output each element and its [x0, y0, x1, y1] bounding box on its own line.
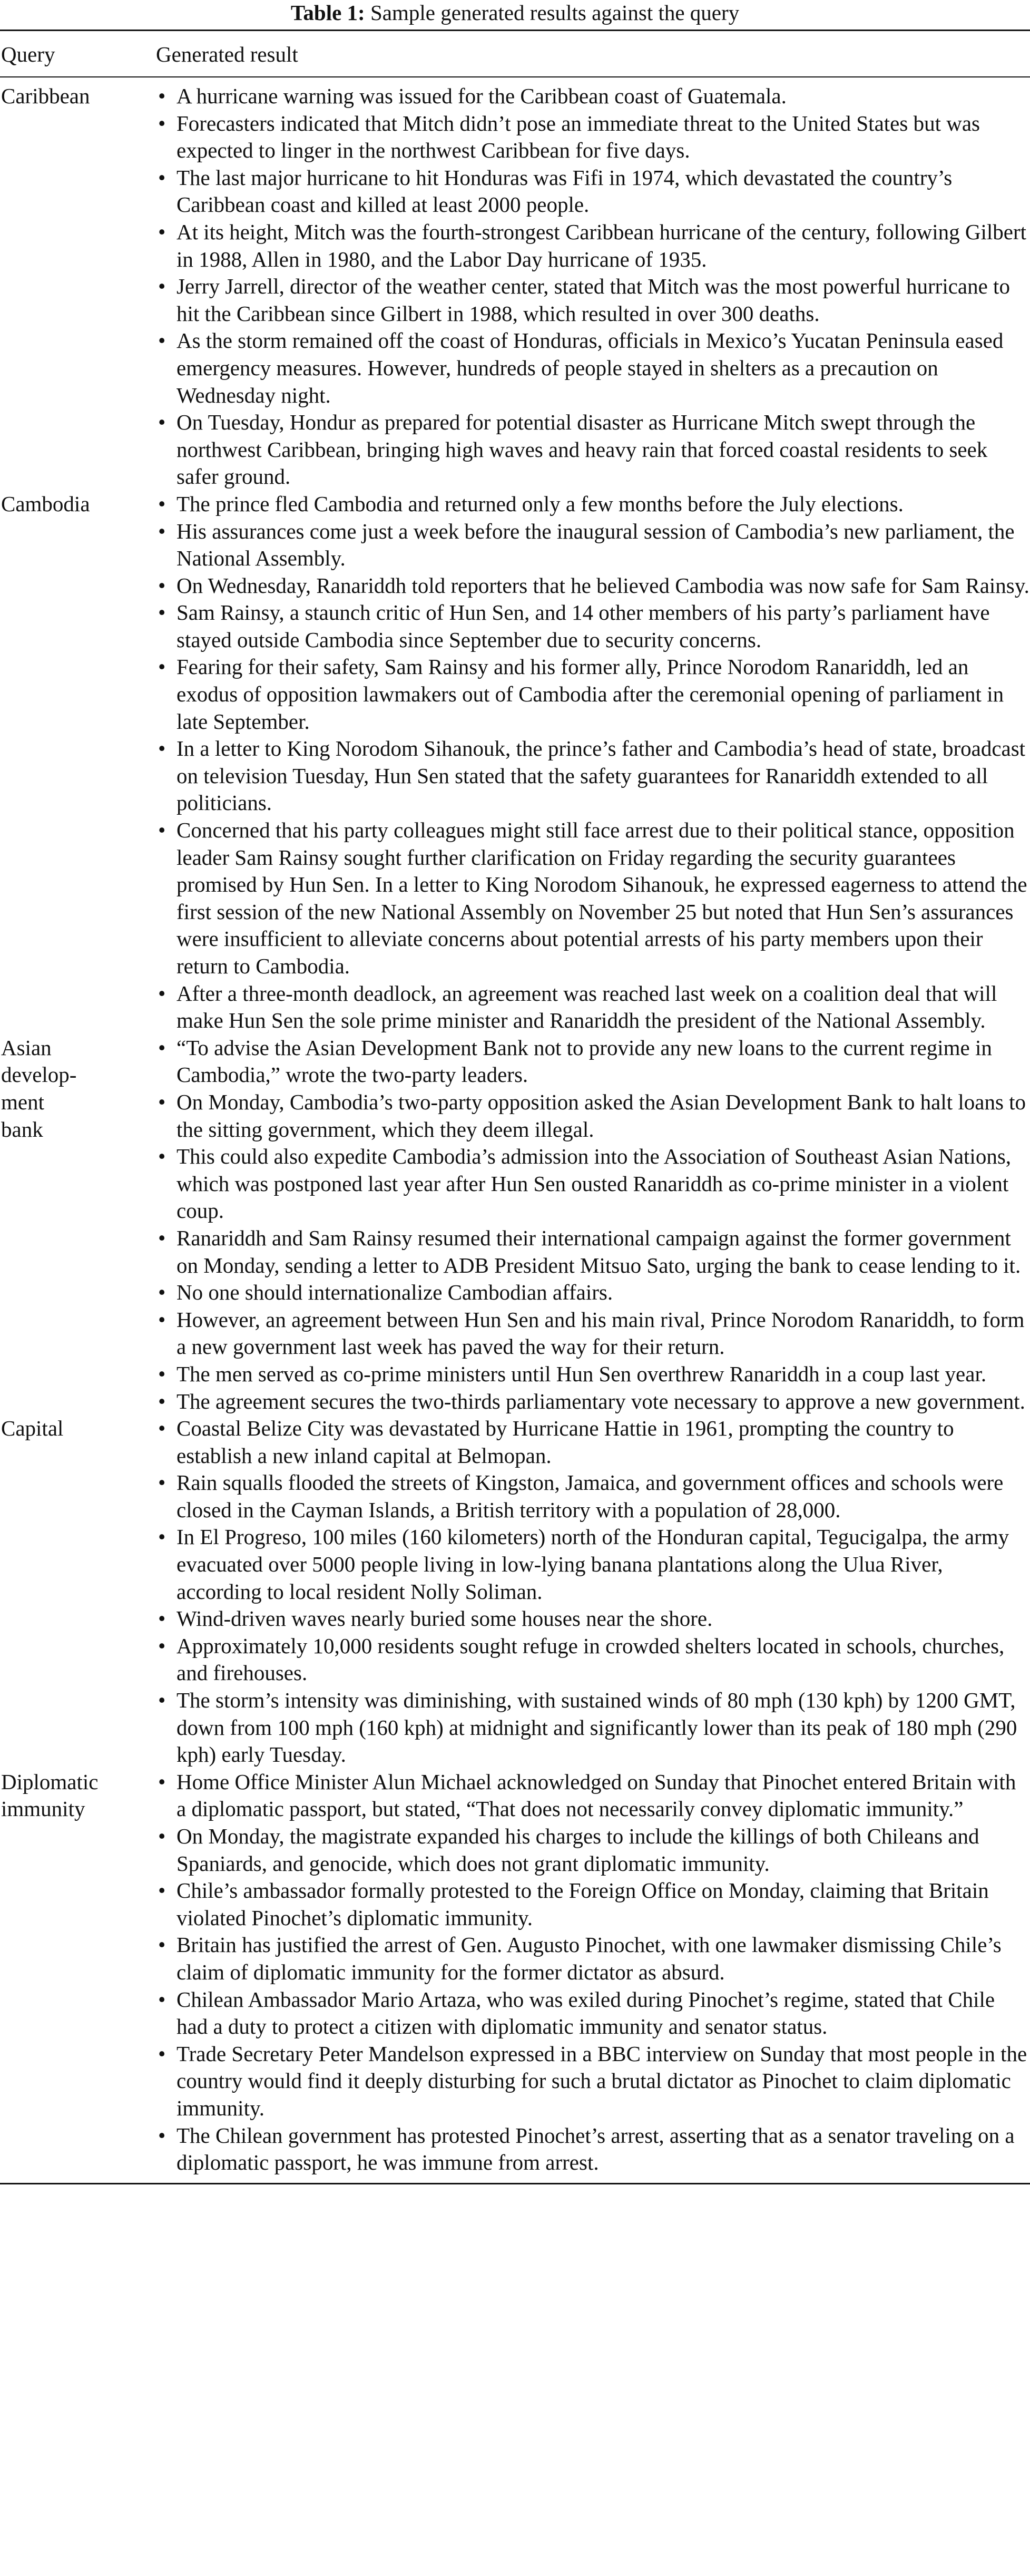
result-list	[156, 1415, 1030, 1769]
query-cell: Caribbean	[1, 84, 90, 108]
list-item: • The men served as co-prime ministers until Hun Sen overthrew Ranariddh in a coup last year.	[156, 1361, 1030, 1388]
query-cell: Cambodia	[1, 491, 90, 516]
list-item: • The storm’s intensity was diminishing, with sustained winds of 80 mph (130 kph) by 1200 GMT, down from 100 mph (160 kph) at midnight and significantly lower than its peak of 180 mph (290 kph) early Tuesday.	[156, 1687, 1030, 1769]
query-cell	[0, 1035, 156, 1415]
list-item: • The prince fled Cambodia and returned only a few months before the July elections.	[156, 491, 1030, 518]
list-item: • In a letter to King Norodom Sihanouk, the prince’s father and Cambodia’s head of state, broadcast on television Tuesday, Hun Sen stated that the safety guarantees for Ranariddh extended to all politicians.	[156, 735, 1030, 817]
table-body	[0, 77, 1030, 2177]
table-bottom-rule	[0, 2183, 1030, 2184]
list-item: • “To advise the Asian Development Bank not to provide any new loans to the current regime in Cambodia,” wrote the two-party leaders.	[156, 1035, 1030, 1089]
table-header-row	[0, 31, 1030, 76]
list-item: • No one should internationalize Cambodian affairs.	[156, 1279, 1030, 1306]
list-item: • The Chilean government has protested Pinochet’s arrest, asserting that as a senator traveling on a diplomatic passport, he was immune from arrest.	[156, 2122, 1030, 2177]
table-row	[0, 491, 1030, 1035]
table-row	[0, 1769, 1030, 2177]
list-item: • Coastal Belize City was devastated by Hurricane Hattie in 1961, prompting the country to establish a new inland capital at Belmopan.	[156, 1415, 1030, 1469]
table-caption-label: Table 1:	[290, 1, 365, 25]
list-item: • After a three-month deadlock, an agreement was reached last week on a coalition deal that will make Hun Sen the sole prime minister and Ranariddh the president of the National Assembly.	[156, 980, 1030, 1035]
result-cell	[156, 1769, 1030, 2177]
query-cell: Capital	[1, 1416, 64, 1441]
result-cell	[156, 491, 1030, 1035]
list-item: • Forecasters indicated that Mitch didn’t pose an immediate threat to the United States but was expected to linger in the northwest Caribbean for five days.	[156, 110, 1030, 164]
list-item: • On Tuesday, Hondur as prepared for potential disaster as Hurricane Mitch swept through the northwest Caribbean, bringing high waves and heavy rain that forced coastal residents to seek safer ground.	[156, 409, 1030, 491]
list-item: • Fearing for their safety, Sam Rainsy and his former ally, Prince Norodom Ranariddh, led an exodus of opposition lawmakers out of Cambodia after the ceremonial opening of parliament in late September.	[156, 653, 1030, 735]
table-caption	[0, 0, 1030, 30]
result-list	[156, 1769, 1030, 2177]
list-item: • At its height, Mitch was the fourth-strongest Caribbean hurricane of the century, following Gilbert in 1988, Allen in 1980, and the Labor Day hurricane of 1935.	[156, 219, 1030, 273]
list-item: • In El Progreso, 100 miles (160 kilometers) north of the Honduran capital, Tegucigalpa, the army evacuated over 5000 people living in low-lying banana plantations along the Ulua River, according to local resident Nolly Soliman.	[156, 1524, 1030, 1605]
table-row	[0, 1035, 1030, 1415]
result-cell	[156, 1415, 1030, 1769]
list-item: • Wind-driven waves nearly buried some houses near the shore.	[156, 1605, 1030, 1633]
list-item: • Jerry Jarrell, director of the weather center, stated that Mitch was the most powerful hurricane to hit the Caribbean since Gilbert in 1988, which resulted in over 300 deaths.	[156, 273, 1030, 327]
list-item: • Chilean Ambassador Mario Artaza, who was exiled during Pinochet’s regime, stated that Chile had a duty to protect a citizen with diplomatic immunity and senator status.	[156, 1986, 1030, 2041]
result-cell	[156, 83, 1030, 491]
list-item: • Britain has justified the arrest of Gen. Augusto Pinochet, with one lawmaker dismissing Chile’s claim of diplomatic immunity for the former dictator as absurd.	[156, 1931, 1030, 1986]
table-caption-text: Sample generated results against the query	[370, 1, 740, 25]
list-item: • This could also expedite Cambodia’s admission into the Association of Southeast Asian Nations, which was postponed last year after Hun Sen ousted Ranariddh as co-prime minister in a violent coup.	[156, 1143, 1030, 1225]
query-cell-line: develop-	[1, 1062, 77, 1087]
list-item: • On Wednesday, Ranariddh told reporters that he believed Cambodia was now safe for Sam Rainsy.	[156, 572, 1030, 600]
list-item: • However, an agreement between Hun Sen and his main rival, Prince Norodom Ranariddh, to form a new government last week has paved the way for their return.	[156, 1306, 1030, 1361]
query-cell-line: Diplomatic	[1, 1769, 99, 1794]
list-item: • The last major hurricane to hit Honduras was Fifi in 1974, which devastated the country’s Caribbean coast and killed at least 2000 people.	[156, 164, 1030, 219]
query-cell-line: bank	[1, 1117, 43, 1141]
list-item: • His assurances come just a week before the inaugural session of Cambodia’s new parliament, the National Assembly.	[156, 518, 1030, 572]
result-list	[156, 491, 1030, 1035]
list-item: • Approximately 10,000 residents sought refuge in crowded shelters located in schools, churches, and firehouses.	[156, 1633, 1030, 1687]
list-item: • A hurricane warning was issued for the Caribbean coast of Guatemala.	[156, 83, 1030, 110]
list-item: • On Monday, the magistrate expanded his charges to include the killings of both Chileans and Spaniards, and genocide, which does not grant diplomatic immunity.	[156, 1823, 1030, 1877]
list-item: • As the storm remained off the coast of Honduras, officials in Mexico’s Yucatan Peninsula eased emergency measures. However, hundreds of people stayed in shelters as a precaution on Wednesday night.	[156, 327, 1030, 409]
column-header-query: Query	[1, 42, 55, 66]
result-list	[156, 83, 1030, 491]
list-item: • Trade Secretary Peter Mandelson expressed in a BBC interview on Sunday that most people in the country would find it deeply disturbing for such a brutal dictator as Pinochet to claim diplomatic immunity.	[156, 2041, 1030, 2122]
list-item: • Rain squalls flooded the streets of Kingston, Jamaica, and government offices and schools were closed in the Cayman Islands, a British territory with a population of 28,000.	[156, 1469, 1030, 1524]
table-row	[0, 1415, 1030, 1769]
list-item: • Ranariddh and Sam Rainsy resumed their international campaign against the former government on Monday, sending a letter to ADB President Mitsuo Sato, urging the bank to cease lending to it.	[156, 1225, 1030, 1279]
list-item: • Home Office Minister Alun Michael acknowledged on Sunday that Pinochet entered Britain with a diplomatic passport, but stated, “That does not necessarily convey diplomatic immunity.”	[156, 1769, 1030, 1823]
query-cell-line: immunity	[1, 1797, 85, 1821]
query-cell-line: Asian	[1, 1035, 52, 1060]
result-cell	[156, 1035, 1030, 1415]
list-item: • Chile’s ambassador formally protested to the Foreign Office on Monday, claiming that Britain violated Pinochet’s diplomatic immunity.	[156, 1877, 1030, 1931]
list-item: • On Monday, Cambodia’s two-party opposition asked the Asian Development Bank to halt loans to the sitting government, which they deem illegal.	[156, 1089, 1030, 1143]
query-cell	[0, 1769, 156, 2177]
column-header-result: Generated result	[156, 42, 298, 66]
list-item: • Sam Rainsy, a staunch critic of Hun Sen, and 14 other members of his party’s parliament have stayed outside Cambodia since September due to security concerns.	[156, 599, 1030, 653]
query-cell-line: ment	[1, 1089, 44, 1114]
table-row	[0, 83, 1030, 491]
result-list	[156, 1035, 1030, 1415]
list-item: • Concerned that his party colleagues might still face arrest due to their political stance, opposition leader Sam Rainsy sought further clarification on Friday regarding the security guarantees promised by Hun Sen. In a letter to King Norodom Sihanouk, he expressed eagerness to attend the first session of the new National Assembly on November 25 but noted that Hun Sen’s assurances were insufficient to alleviate concerns about potential arrests of his party members upon their return to Cambodia.	[156, 817, 1030, 980]
list-item: • The agreement secures the two-thirds parliamentary vote necessary to approve a new government.	[156, 1388, 1030, 1416]
